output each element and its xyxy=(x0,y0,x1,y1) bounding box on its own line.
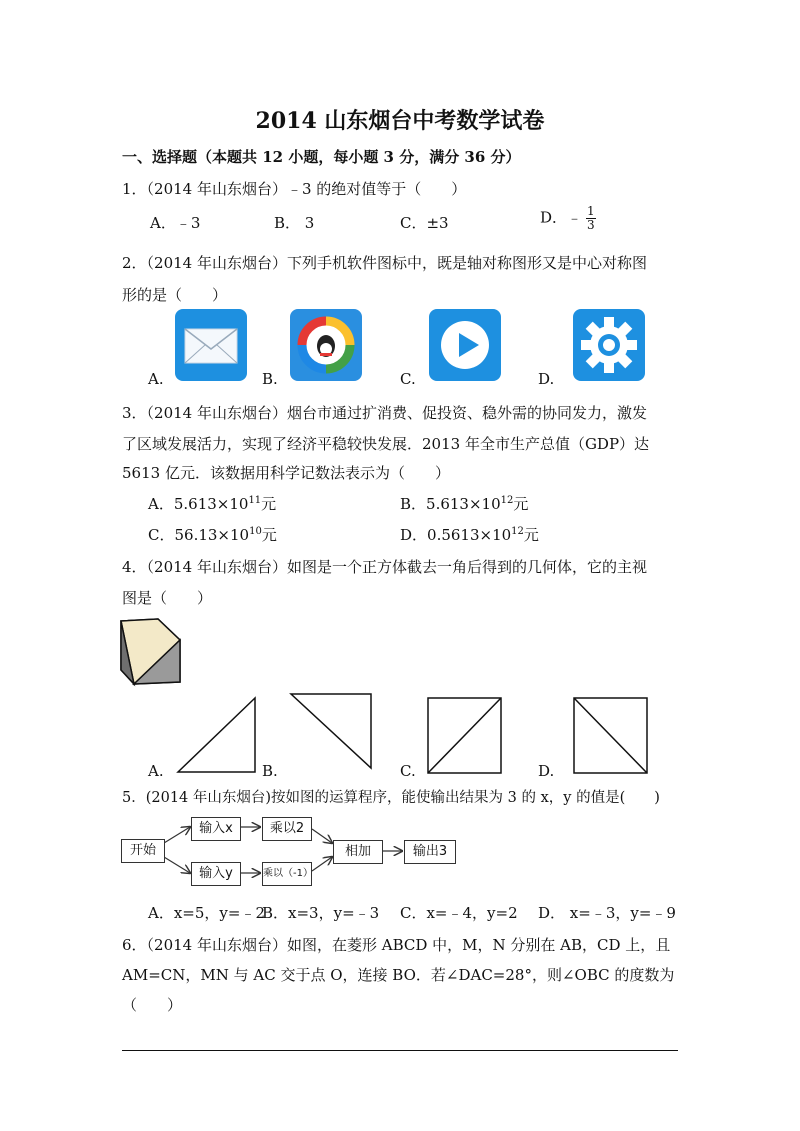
footer-rule xyxy=(122,1050,678,1051)
flow-input-y: 输入y xyxy=(191,862,241,886)
qq-news-icon xyxy=(290,309,362,381)
q5-option-c: C．x=﹣4，y=2 xyxy=(400,904,518,922)
q2-label-c: C. xyxy=(400,370,416,388)
q4-shape-c xyxy=(426,696,504,776)
q5-option-a: A．x=5，y=﹣2 xyxy=(148,904,265,922)
q3-option-a xyxy=(148,493,276,514)
q3-d-exp: 12 xyxy=(511,526,524,537)
q1-option-c: C．±3 xyxy=(400,214,449,232)
page-title: 2014 山东烟台中考数学试卷 xyxy=(255,108,545,134)
q4-shape-a xyxy=(175,696,259,776)
q3-c-unit: 元 xyxy=(261,526,277,544)
q4-label-b: B. xyxy=(262,762,278,780)
q6-stem-line2: AM=CN，MN 与 AC 交于点 O，连接 BO．若∠DAC=28°，则∠OBC 的度数为 xyxy=(122,966,675,984)
q5-stem: 5．(2014 年山东烟台)按如图的运算程序，能使输出结果为 3 的 x，y 的值是( ) xyxy=(122,790,660,806)
q2-stem-line1: 2．（2014 年山东烟台）下列手机软件图标中，既是轴对称图形又是中心对称图 xyxy=(122,254,647,272)
q2-stem-line2: 形的是（ ） xyxy=(122,286,228,304)
q3-a-base: A．5.613×10 xyxy=(148,495,249,513)
flow-output: 输出3 xyxy=(404,840,456,864)
gear-icon xyxy=(573,309,645,381)
flow-multiply-2: 乘以2 xyxy=(262,817,312,841)
mail-icon xyxy=(175,309,247,381)
fraction-denominator: 3 xyxy=(587,218,595,232)
q3-d-unit: 元 xyxy=(523,526,539,544)
q3-stem-line2: 了区域发展活力，实现了经济平稳较快发展．2013 年全市生产总值（GDP）达 xyxy=(122,435,650,453)
flow-input-x: 输入x xyxy=(191,817,241,841)
play-icon xyxy=(429,309,501,381)
q4-shape-b xyxy=(289,692,375,772)
q3-b-unit: 元 xyxy=(513,495,529,513)
q6-stem-line3: （ ） xyxy=(122,996,183,1014)
q5-option-d: D． x=﹣3，y=﹣9 xyxy=(538,904,676,922)
flow-add: 相加 xyxy=(333,840,383,864)
q1-option-d xyxy=(540,205,596,232)
q3-stem-line1: 3．（2014 年山东烟台）烟台市通过扩消费、促投资、稳外需的协同发力，激发 xyxy=(122,404,647,422)
q3-option-d xyxy=(400,524,539,545)
q2-label-a: A. xyxy=(148,370,164,388)
q3-stem-line3: 5613 亿元．该数据用科学记数法表示为（ ） xyxy=(122,464,450,482)
q1-option-b: B． 3 xyxy=(274,214,315,232)
q3-b-base: B．5.613×10 xyxy=(400,495,501,513)
q4-shape-d xyxy=(572,696,650,776)
q3-option-c xyxy=(148,524,277,545)
q1-option-a: A．﹣3 xyxy=(150,214,201,232)
q4-stem-line1: 4．（2014 年山东烟台）如图是一个正方体截去一角后得到的几何体，它的主视 xyxy=(122,558,647,576)
flow-multiply-neg1: 乘以（-1） xyxy=(262,862,312,886)
q5-option-b: B．x=3，y=﹣3 xyxy=(262,904,380,922)
q3-a-unit: 元 xyxy=(261,495,277,513)
q3-b-exp: 12 xyxy=(500,495,514,506)
q1-stem: 1．（2014 年山东烟台）﹣3 的绝对值等于（ ） xyxy=(122,180,467,198)
q4-label-d: D. xyxy=(538,762,555,780)
flow-start: 开始 xyxy=(121,839,165,863)
fraction-numerator: 1 xyxy=(587,204,595,218)
q4-label-a: A. xyxy=(148,762,164,780)
q2-label-b: B. xyxy=(262,370,278,388)
q4-stem-line2: 图是（ ） xyxy=(122,589,213,607)
section-heading: 一、选择题（本题共 12 小题，每小题 3 分，满分 36 分） xyxy=(122,148,521,166)
q3-d-base: D．0.5613×10 xyxy=(400,526,512,544)
q6-stem-line1: 6．（2014 年山东烟台）如图，在菱形 ABCD 中，M，N 分别在 AB，CD 上，且 xyxy=(122,936,671,954)
q2-label-d: D. xyxy=(538,370,555,388)
q3-option-b xyxy=(400,493,528,514)
cut-cube-figure xyxy=(118,616,184,688)
q3-c-exp: 10 xyxy=(249,526,262,537)
q3-a-exp: 11 xyxy=(248,495,262,506)
q3-c-base: C．56.13×10 xyxy=(148,526,250,544)
q4-label-c: C. xyxy=(400,762,416,780)
fraction xyxy=(586,205,596,232)
q1-option-d-prefix: D．﹣ xyxy=(540,208,583,227)
